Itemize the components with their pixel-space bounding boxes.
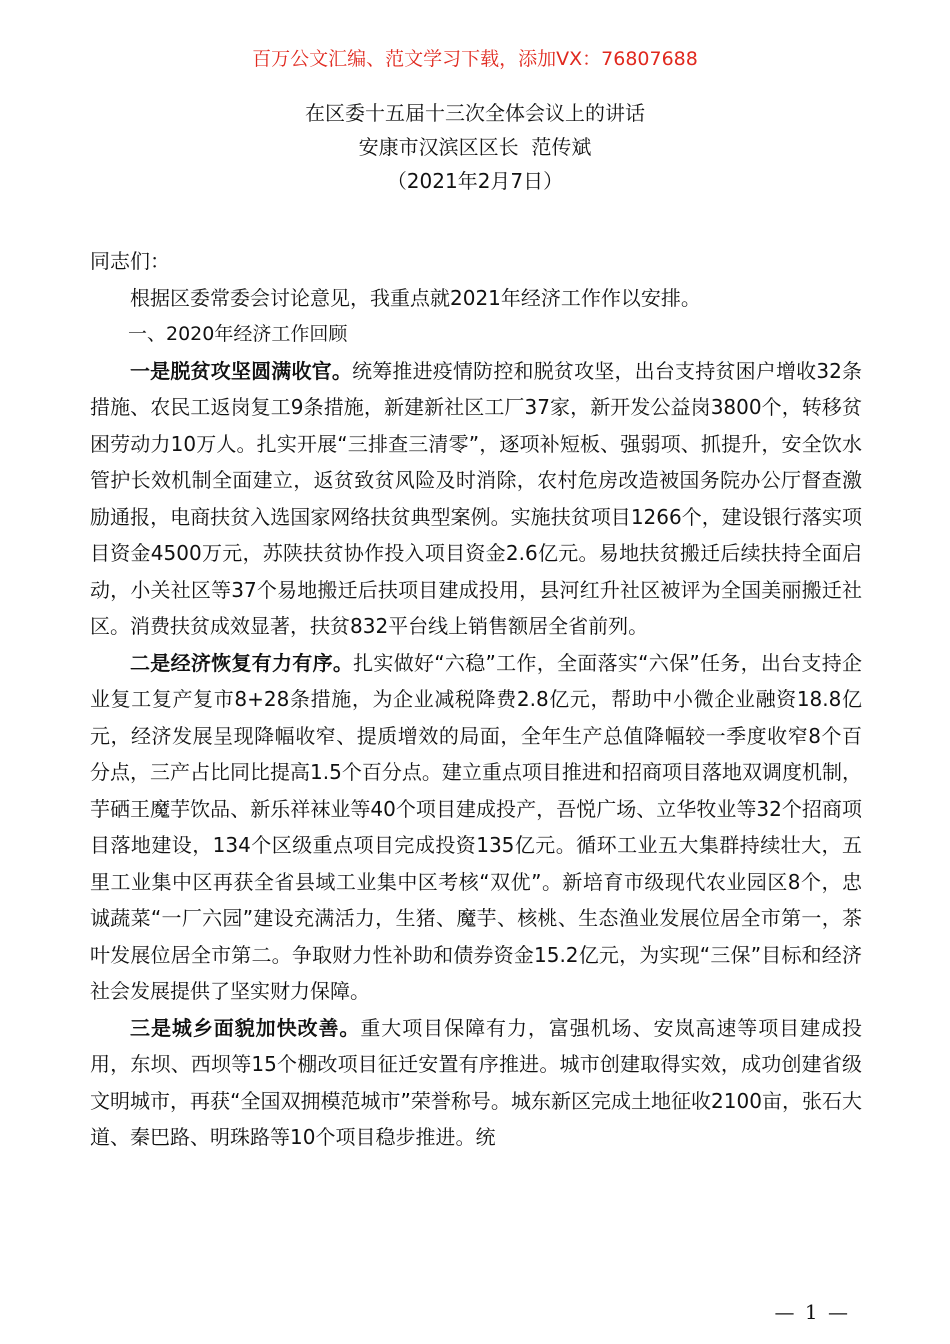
paragraph-text: 扎实做好“六稳”工作，全面落实“六保”任务，出台支持企业复工复产复市8+28条措施，为企业减税降费2.8亿元，帮助中小微企业融资18.8亿元，经济发展呈现降幅收窄、提质增效的局面，全年生产总值降幅较一季度收窄8个百分点，三产占比同比提高1.5个百分点。建立重点项目推进和招商项目落地双调度机制，芋硒王魔芋饮品、新乐祥袜业等40个项目建成投产，吾悦广场、立华牧业等32个招商项目落地建设，134个区级重点项目完成投资135亿元。循环工业五大集群持续壮大，五里工业集中区再获全省县域工业集中区考核“双优”。新培育市级现代农业园区8个，忠诚蔬菜“一厂六园”建设充满活力，生猪、魔芋、核桃、生态渔业发展位居全市第一，茶叶发展位居全市第二。争取财力性补助和债券资金15.2亿元，为实现“三保”目标和经济社会发展提供了坚实财力保障。: [90, 650, 862, 1003]
speaker-line: 安康市汉滨区区长 范传斌: [358, 135, 592, 159]
paragraph-lead: 二是经济恢复有力有序。: [130, 650, 354, 675]
speech-title: 在区委十五届十三次全体会议上的讲话: [305, 101, 645, 125]
paragraph-lead: 一是脱贫攻坚圆满收官。: [130, 358, 353, 383]
salutation: 同志们：: [90, 249, 170, 273]
page-number: — 1 —: [774, 1300, 850, 1324]
speech-title-block: [0, 96, 950, 198]
speech-date: （2021年2月7日）: [386, 169, 564, 193]
section-heading: 一、2020年经济工作回顾: [128, 323, 348, 345]
paragraph-urban-rural: [90, 1010, 862, 1156]
paragraph-poverty: [90, 353, 862, 645]
paragraph-text: 统筹推进疫情防控和脱贫攻坚，出台支持贫困户增收32条措施、农民工返岗复工9条措施，新建新社区工厂37家，新开发公益岗3800个，转移贫困劳动力10万人。扎实开展“三排查三清零”，逐项补短板、强弱项、抓提升，安全饮水管护长效机制全面建立，返贫致贫风险及时消除，农村危房改造被国务院办公厅督查激励通报，电商扶贫入选国家网络扶贫典型案例。实施扶贫项目1266个，建设银行落实项目资金4500万元，苏陕扶贫协作投入项目资金2.6亿元。易地扶贫搬迁后续扶持全面启动，小关社区等37个易地搬迁后扶项目建成投用，县河红升社区被评为全国美丽搬迁社区。消费扶贫成效显著，扶贫832平台线上销售额居全省前列。: [90, 358, 863, 638]
paragraph-economy: [90, 645, 862, 1010]
paragraph-lead: 三是城乡面貌加快改善。: [130, 1015, 361, 1040]
paragraph-text: 重大项目保障有力，富强机场、安岚高速等项目建成投用，东坝、西坝等15个棚改项目征迁安置有序推进。城市创建取得实效，成功创建省级文明城市，再获“全国双拥模范城市”荣誉称号。城东新区完成土地征收2100亩，张石大道、秦巴路、明珠路等10个项目稳步推进。统: [90, 1015, 863, 1149]
watermark-banner: 百万公文汇编、范文学习下载，添加VX：76807688: [252, 48, 698, 70]
intro-paragraph: 根据区委常委会讨论意见，我重点就2021年经济工作作以安排。: [130, 285, 701, 310]
document-body: [90, 243, 862, 1156]
